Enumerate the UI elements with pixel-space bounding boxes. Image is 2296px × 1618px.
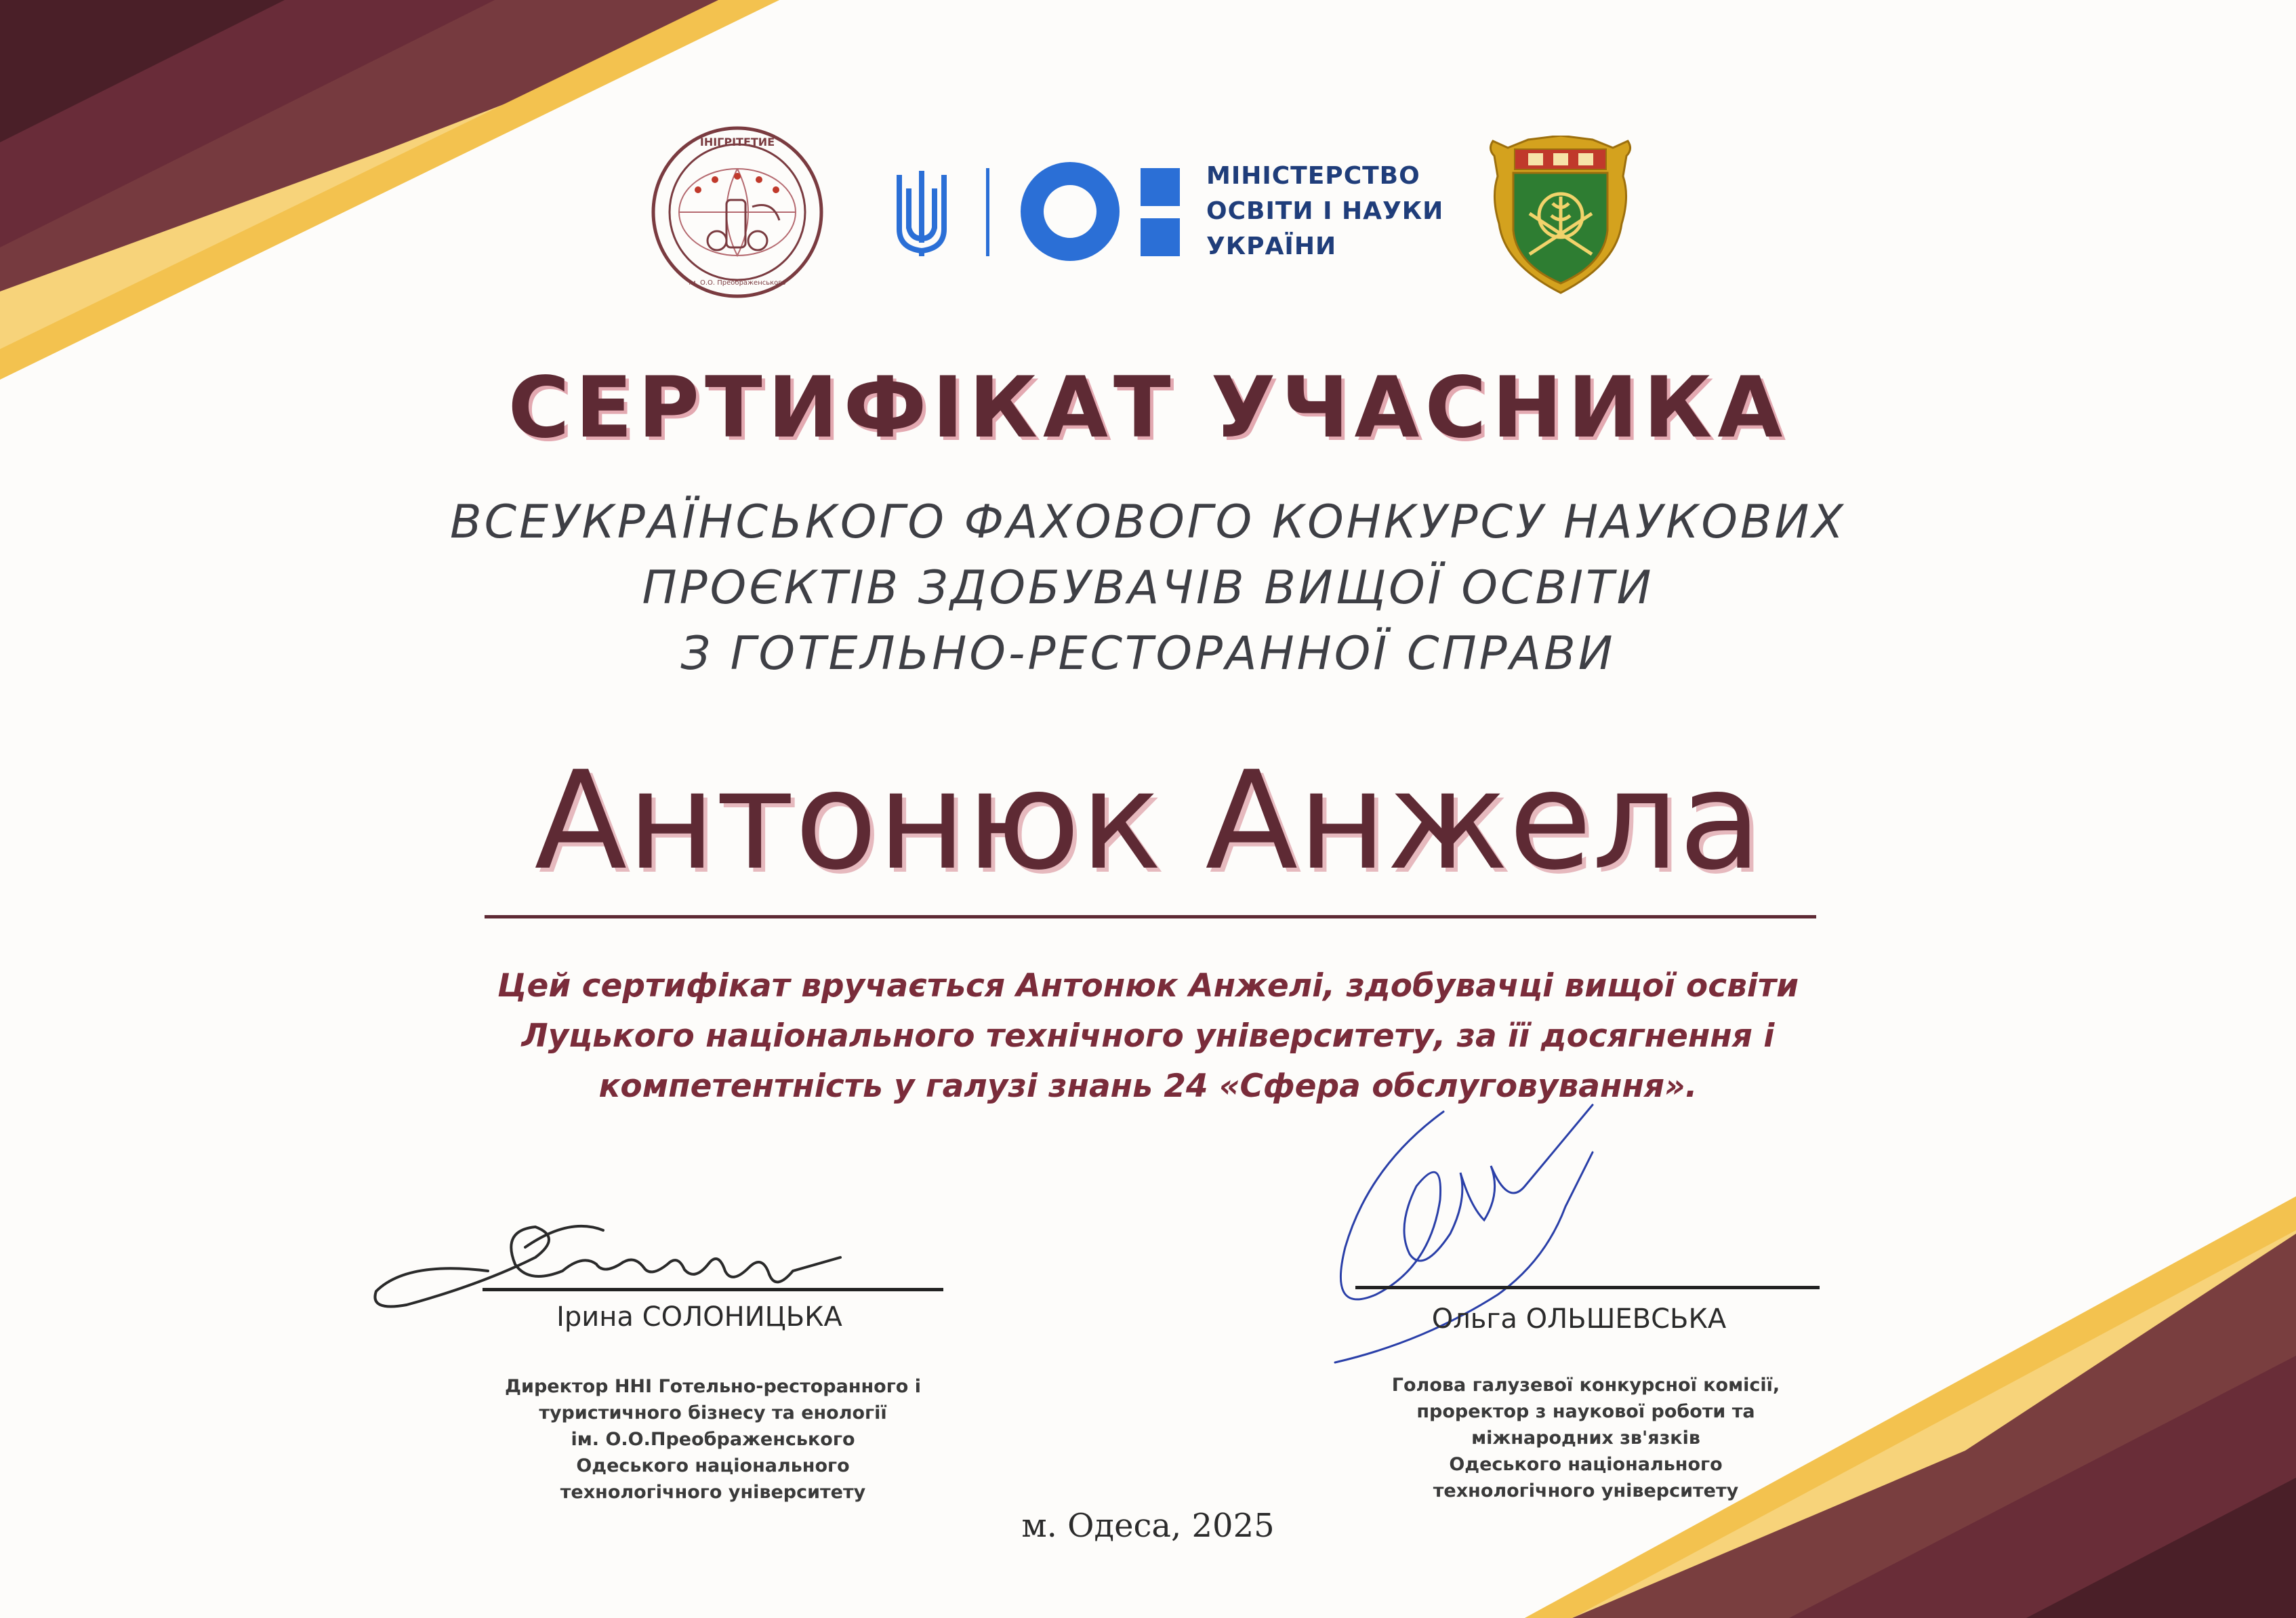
body-line-3: компетентність у галузі знань 24 «Сфера обслуговування».	[598, 1068, 1698, 1105]
signatory-right-role-1: Голова галузевої конкурсної комісії,	[1391, 1375, 1780, 1396]
signature-right	[1321, 1091, 1687, 1390]
subtitle-line-2: ПРОЄКТІВ ЗДОБУВАЧІВ ВИЩОЇ ОСВІТИ	[642, 561, 1654, 615]
body-line-2: Луцького національного технічного університету, за її досягнення і	[521, 1017, 1775, 1055]
competition-name	[0, 489, 2296, 687]
signature-left	[366, 1190, 881, 1318]
seal-bottom-text: ім. О.О. Преображенського	[689, 279, 786, 287]
signatory-left-role-2: туристичного бізнесу та енології	[539, 1402, 887, 1423]
signatory-name-right: Ольга ОЛЬШЕВСЬКА	[1431, 1303, 1727, 1335]
coat-of-arms-icon	[1488, 136, 1633, 295]
signatory-right-role-5: технологічного університету	[1433, 1480, 1739, 1501]
recipient-name: Антонюк Анжела	[534, 742, 1762, 900]
ministry-line-1: МІНІСТЕРСТВО	[1206, 162, 1420, 190]
subtitle-line-3: З ГОТЕЛЬНО-РЕСТОРАННОЇ СПРАВИ	[680, 627, 1616, 681]
signatory-role-left	[483, 1373, 943, 1505]
signature-line-left	[483, 1288, 943, 1291]
signatory-left-role-3: ім. О.О.Преображенського	[571, 1429, 855, 1450]
header-logos	[0, 0, 2296, 325]
signatory-right-role-4: Одеського національного	[1449, 1454, 1723, 1475]
signatory-right-role-2: проректор з наукової роботи та	[1416, 1401, 1755, 1422]
signature-line-right	[1355, 1286, 1820, 1289]
certificate-title: СЕРТИФІКАТ УЧАСНИКА	[508, 359, 1788, 457]
seal-top-text: ІНІГРІТЕТИЕ	[699, 136, 775, 148]
signatory-left-role-5: технологічного університету	[560, 1482, 866, 1503]
subtitle-line-1: ВСЕУКРАЇНСЬКОГО ФАХОВОГО КОНКУРСУ НАУКОВИХ	[449, 495, 1846, 549]
signatory-left-role-4: Одеського національного	[576, 1455, 850, 1476]
ministry-line-3: УКРАЇНИ	[1206, 232, 1337, 260]
signatory-left-role-1: Директор ННІ Готельно-ресторанного і	[504, 1376, 922, 1397]
ministry-name	[1206, 159, 1443, 264]
signatory-right-role-3: міжнародних зв'язків	[1471, 1428, 1700, 1449]
place-and-date: м. Одеса, 2025	[1021, 1507, 1275, 1545]
ministry-line-2: ОСВІТИ І НАУКИ	[1206, 197, 1444, 225]
signatory-role-right	[1342, 1372, 1830, 1504]
trident-icon	[891, 168, 952, 258]
certificate-body	[0, 961, 2296, 1112]
recipient-underline	[485, 915, 1816, 918]
university-seal-icon	[651, 125, 824, 299]
ministry-blocks-icon	[1141, 168, 1180, 256]
ministry-divider	[986, 168, 989, 256]
ministry-o-icon	[1020, 161, 1120, 262]
signatory-name-left: Ірина СОЛОНИЦЬКА	[556, 1301, 842, 1333]
body-line-1: Цей сертифікат вручається Антонюк Анжелі, здобувачці вищої освіти	[497, 967, 1799, 1005]
